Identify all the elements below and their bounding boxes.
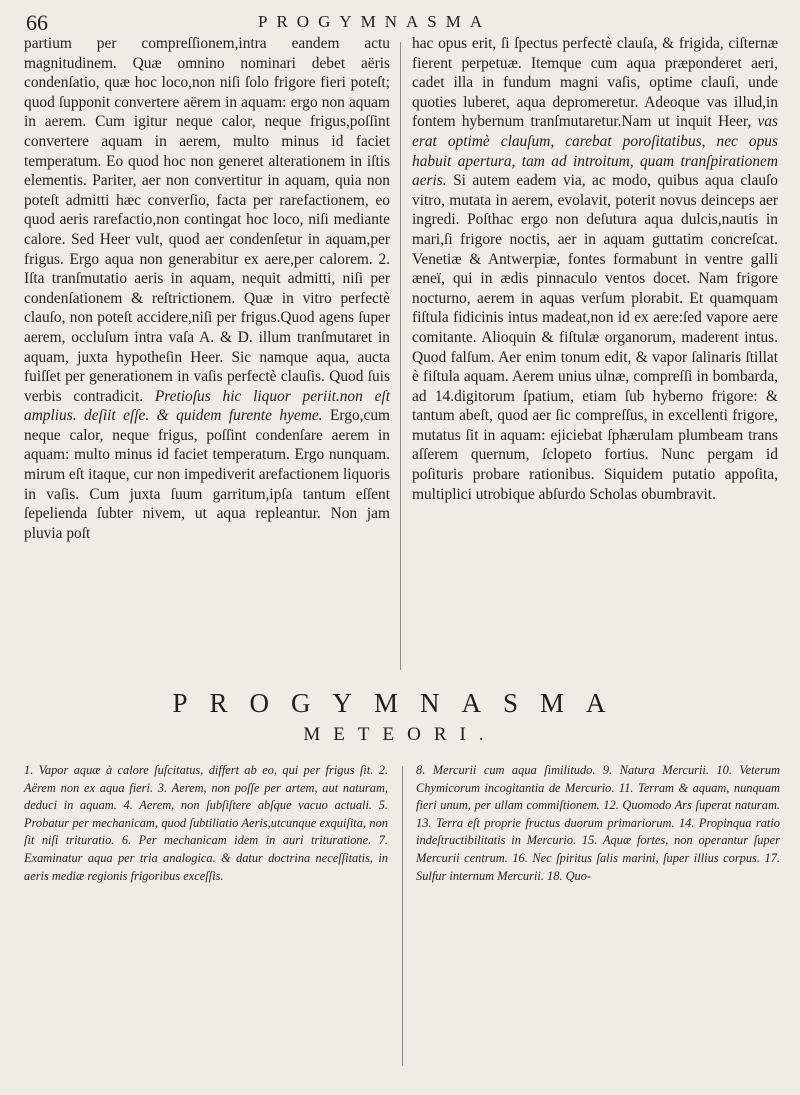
right-text-1: hac opus erit, ſi ſpectus perfectè clauſa, & frigida, ciſternæ fierent perpetuæ. Itemque cum aqua præponderet aeri, cadet illa in fundum magni vaſis, optime clauſi, unde quoties luberet, aqua depromeretur. Adeoque vas illud,in fontem hybernum tranſmutaretur.Nam ut inquit Heer, [412, 35, 778, 131]
summary-right-column [416, 762, 780, 885]
left-text-1: partium per compreſſionem,intra eandem actu magnitudinem. Quæ omnino nominari debet aëris condenſatio, quæ hoc loco,non niſi ſolo frigore fieri poteſt; quod ſupponit convertere aërem in aquam: ergo non aquam in aerem. Cum igitur neque calor, neque frigus,poſſint convertere aquam in aerem, multo minus id faciet temperatum. Eo quod hoc non generet alterationem in iſtis elementis. Pariter, aer non convertitur in aquam, quia non poteſt admitti hæc converſio, facta per rarefactionem, eo quod aeris rarefactio,non contingat hoc loco, niſi mediante calore. Sed Heer vult, quod aer condenſetur in aquam,per frigus. Ergo aqua non generabitur ex aere,per calorem. 2. Iſta tranſmutatio aeris in aquam, nequit admitti, niſi per condenſationem & reſtrictionem. Quæ in vitro perfectè clauſo, non poteſt accidere,niſi per frigus.Quod agens ſuper aerem, occluſum intra vaſa A. & D. illum tranſmutaret in aquam, juxta hypotheſin Heer. Sic namque aqua, aucta fuiſſet per generationem in vaſis perfectè clauſis. Quod ſuis verbis contradicit. [24, 35, 390, 405]
left-text-2: Ergo,cum neque calor, neque frigus, poſſint condenſare aerem in aquam: multo minus id faciet temperatum. Ergo nunquam. mirum eſt itaque, cur non impediverit arefactionem liquoris in vaſis. Cum juxta ſuum garritum,ipſa tantum eſſent ſepelienda ſubter nivem, ut aqua repleantur. Non jam pluvia poſt [24, 407, 390, 542]
left-quote: Pretioſus hic liquor periit.non eſt amplius. deſiit eſſe. & quidem furente hyeme. [24, 387, 390, 425]
summary-left-column [24, 762, 388, 885]
section-subtitle: METEORI. [303, 724, 497, 745]
summary-divider [402, 766, 403, 1066]
page-number: 66 [26, 10, 48, 35]
section-title: PROGYMNASMA [172, 688, 628, 718]
summary-right-text: 8. Mercurii cum aqua ſimilitudo. 9. Natura Mercurii. 10. Veterum Chymicorum incogitantia de Mercurio. 11. Terram & aquam, nunquam fieri unum, per ullam commiſtionem. 12. Quomodo Ars ſuperat naturam. 13. Terra eſt proprie fructus duorum primariorum. 14. Propinqua ratio indeſtructibilitatis in Mercurio. 15. Aquæ fortes, non operantur ſuper Mercurii centrum. 16. Nec ſpiritus ſalis marini, ſuper illius corpus. 17. Sulfur internum Mercurii. 18. Quo- [416, 763, 780, 883]
chapter-summary [24, 762, 780, 1072]
main-text [24, 34, 780, 674]
right-paragraph [412, 34, 778, 504]
left-paragraph [24, 34, 390, 543]
right-quote: vas erat optimè clauſum, carebat poroſitatibus, nec opus habuit apertura, tam ad introitum, quam tranſpirationem aeris. [412, 113, 778, 190]
right-text-2: Si autem eadem via, ac modo, quibus aqua clauſo vitro, mutata in aerem, evolavit, poterit novus deinceps aer ingredi. Poſthac ergo non deſutura aqua dulcis,nautis in mari,ſi frigore noctis, aer in aquam guttatim concreſcat. Venetiæ & Antwerpiæ, fontes formabunt in ventre galli æneï, qui in ædis pinnaculo ventos docet. Nam frigore nocturno, aerem in aquas verſum plorabit. Et quamquam fiſtula fidicinis intus madeat,non id ex aere:ſed vapore aere comitante. Alioquin & fiſtulæ organorum, maderent intus. Quod falſum. Aer enim tonum edit, & vapor ſalinaris ſtillat è fiſtula aquam. Aerem unius ulnæ, compreſſi in bombarda, ad 14.digitorum ſpatium, etiam ſub hyberno frigore: & tantum abeſt, quod aer ſic compreſſus, in excellenti frigore, mutatus ſit in aquam: ejiciebat ſphærulam plumbeam trans aſſerem quernum, ſclopeto fortius. Nunc pergam id poſituris probare rationibus. Siquidem putatio appoſita, multiplici utrobique abſurdo Scholas obumbravit. [412, 172, 778, 503]
running-head: PROGYMNASMA [258, 12, 492, 31]
column-divider [400, 42, 401, 670]
summary-left-text: 1. Vapor aquæ à calore ſuſcitatus, differt ab eo, qui per frigus ſit. 2. Aërem non ex aqua fieri. 3. Aerem, non poſſe per artem, aut naturam, deduci in aquam. 4. Aerem, non ſubſiſtere abſque vacuo actuali. 5. Probatur per mechanicam, quod ſubtiliatio Aeris,utcunque exquiſita, non ſit niſi trituratio. 6. Per mechanicam idem in auri trituratione. 7. Examinatur aqua per tria analogica. & datur doctrina neceſſitatis, in aeris mediæ regionis frigoribus exceſſis. [24, 763, 388, 883]
left-column [24, 34, 390, 543]
right-column [412, 34, 778, 504]
